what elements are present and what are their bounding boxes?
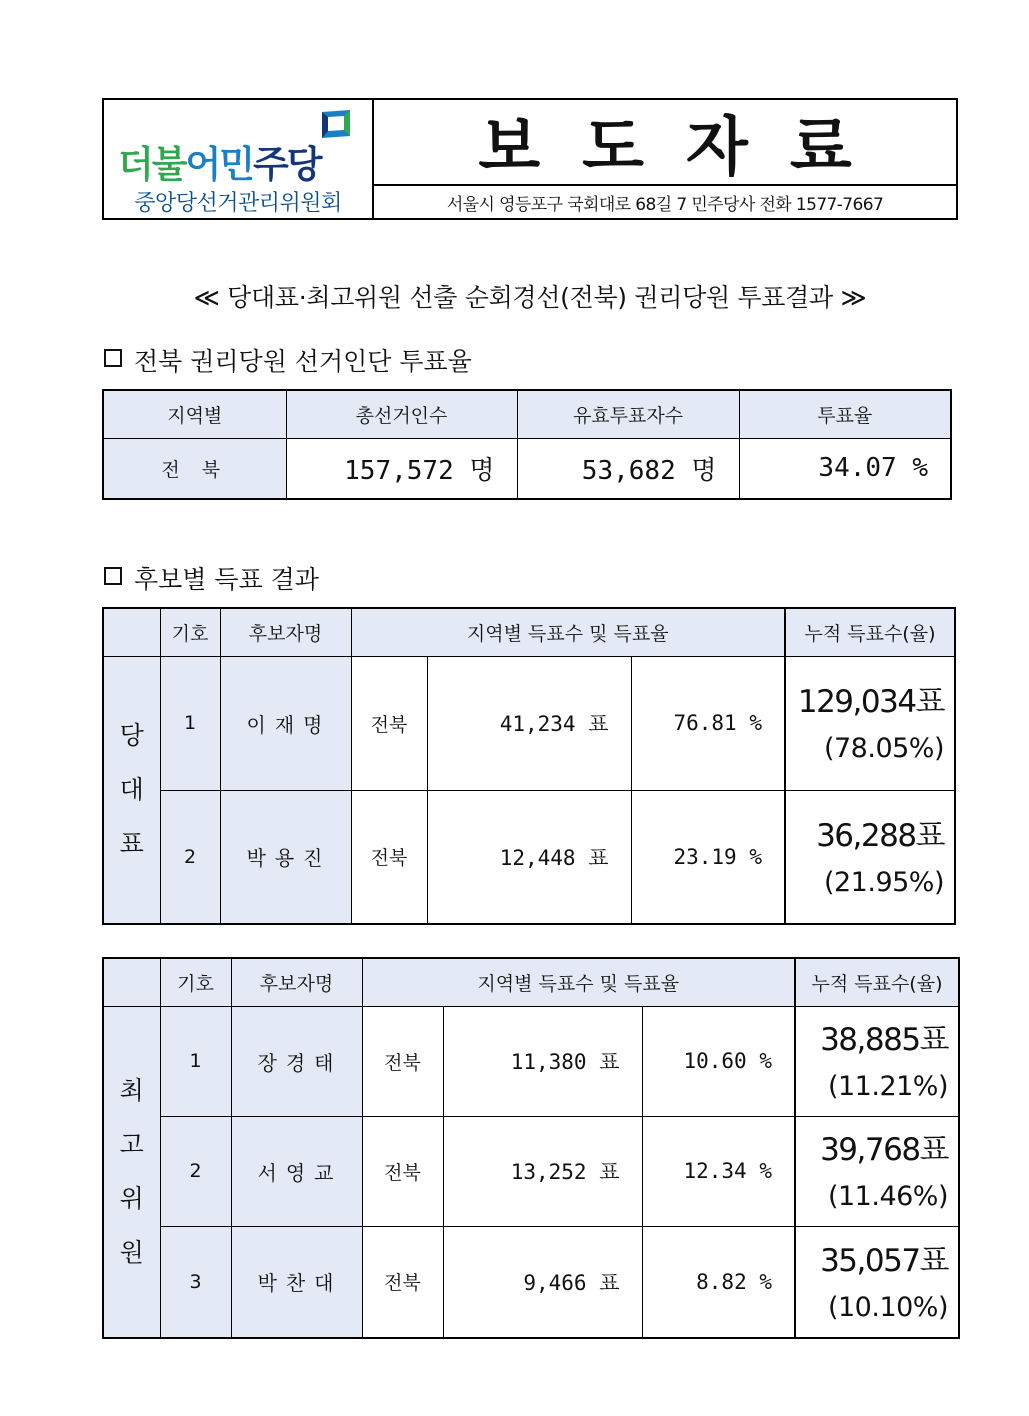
region-cell: 전북 bbox=[351, 656, 427, 790]
checkbox-square-icon bbox=[104, 567, 122, 585]
cumulative-rate: (21.95%) bbox=[823, 866, 944, 898]
total-voters-cell: 157,572 명 bbox=[286, 438, 517, 499]
party-address: 서울시 영등포구 국회대로 68길 7 민주당사 전화 1577-7667 bbox=[446, 194, 884, 215]
rate-cell: 10.60 % bbox=[642, 1006, 795, 1116]
empty-header-cell bbox=[103, 608, 160, 656]
cumulative-cell bbox=[795, 1116, 959, 1226]
candidate-number: 3 bbox=[160, 1226, 231, 1338]
candidate-number: 2 bbox=[160, 1116, 231, 1226]
candidate-name: 서영교 bbox=[231, 1116, 362, 1226]
candidate-name: 장경태 bbox=[231, 1006, 362, 1116]
votes-cell: 9,466 표 bbox=[443, 1226, 642, 1338]
leader-results-table bbox=[102, 607, 956, 925]
cumulative-votes: 38,885표 bbox=[820, 1022, 948, 1059]
party-logo-cell bbox=[104, 100, 374, 218]
column-header: 기호 bbox=[160, 608, 220, 656]
cumulative-rate: (10.10%) bbox=[827, 1291, 948, 1323]
supreme-council-results-table bbox=[102, 957, 960, 1339]
table-row bbox=[103, 790, 955, 924]
section-heading-turnout bbox=[104, 342, 472, 378]
checkbox-square-icon bbox=[104, 349, 122, 367]
cumulative-rate: (78.05%) bbox=[823, 733, 944, 765]
turnout-cell: 34.07 % bbox=[739, 438, 951, 499]
cumulative-cell bbox=[795, 1006, 959, 1116]
party-logo-wordmark: 더불어민주당 bbox=[118, 143, 321, 186]
column-header: 유효투표자수 bbox=[517, 390, 739, 438]
column-header: 누적 득표수(율) bbox=[785, 608, 955, 656]
column-header: 지역별 득표수 및 득표율 bbox=[362, 958, 795, 1006]
candidate-number: 1 bbox=[160, 1006, 231, 1116]
cumulative-cell bbox=[795, 1226, 959, 1338]
title-text: 보도자료 bbox=[478, 111, 894, 185]
region-cell: 전북 bbox=[362, 1226, 443, 1338]
column-header: 총선거인수 bbox=[286, 390, 517, 438]
section-heading-text: 후보별 득표 결과 bbox=[134, 565, 319, 594]
table-row bbox=[103, 1116, 959, 1226]
column-header: 투표율 bbox=[739, 390, 951, 438]
category-label-supreme: 최 고 위 원 bbox=[103, 1006, 160, 1338]
table-header-row bbox=[103, 608, 955, 656]
candidate-name: 박찬대 bbox=[231, 1226, 362, 1338]
votes-cell: 11,380 표 bbox=[443, 1006, 642, 1116]
rate-cell: 12.34 % bbox=[642, 1116, 795, 1226]
column-header: 누적 득표수(율) bbox=[795, 958, 959, 1006]
committee-name: 중앙당선거관리위원회 bbox=[134, 191, 342, 216]
column-header: 지역별 bbox=[103, 390, 286, 438]
candidate-number: 1 bbox=[160, 656, 220, 790]
cumulative-votes: 35,057표 bbox=[820, 1243, 948, 1280]
table-row bbox=[103, 1226, 959, 1338]
column-header: 후보자명 bbox=[220, 608, 351, 656]
empty-header-cell bbox=[103, 958, 160, 1006]
column-header: 기호 bbox=[160, 958, 231, 1006]
votes-cell: 41,234 표 bbox=[427, 656, 631, 790]
cumulative-votes: 129,034표 bbox=[797, 684, 944, 721]
region-cell: 전 북 bbox=[103, 438, 286, 499]
rate-cell: 8.82 % bbox=[642, 1226, 795, 1338]
cumulative-rate: (11.21%) bbox=[827, 1071, 948, 1103]
region-cell: 전북 bbox=[351, 790, 427, 924]
votes-cell: 12,448 표 bbox=[427, 790, 631, 924]
region-cell: 전북 bbox=[362, 1006, 443, 1116]
table-header-row bbox=[103, 390, 951, 438]
turnout-table bbox=[102, 389, 952, 500]
column-header: 지역별 득표수 및 득표율 bbox=[351, 608, 785, 656]
column-header: 후보자명 bbox=[231, 958, 362, 1006]
category-label-leader: 당 대 표 bbox=[103, 656, 160, 924]
region-cell: 전북 bbox=[362, 1116, 443, 1226]
table-row bbox=[103, 1006, 959, 1116]
table-row bbox=[103, 438, 951, 499]
candidate-name: 박용진 bbox=[220, 790, 351, 924]
document-title: ≪ 당대표·최고위원 선출 순회경선(전북) 권리당원 투표결과 ≫ bbox=[193, 283, 867, 312]
press-release-title bbox=[374, 100, 956, 186]
candidate-name: 이재명 bbox=[220, 656, 351, 790]
section-heading-results bbox=[104, 560, 319, 596]
press-release-header bbox=[102, 98, 958, 220]
candidate-number: 2 bbox=[160, 790, 220, 924]
section-heading-text: 전북 권리당원 선거인단 투표율 bbox=[134, 347, 472, 376]
cumulative-cell bbox=[785, 790, 955, 924]
valid-voters-cell: 53,682 명 bbox=[517, 438, 739, 499]
cumulative-cell bbox=[785, 656, 955, 790]
cumulative-votes: 39,768표 bbox=[820, 1132, 948, 1169]
votes-cell: 13,252 표 bbox=[443, 1116, 642, 1226]
table-header-row bbox=[103, 958, 959, 1006]
rate-cell: 23.19 % bbox=[631, 790, 785, 924]
rate-cell: 76.81 % bbox=[631, 656, 785, 790]
table-row bbox=[103, 656, 955, 790]
cumulative-rate: (11.46%) bbox=[827, 1181, 948, 1213]
cumulative-votes: 36,288표 bbox=[816, 818, 944, 855]
